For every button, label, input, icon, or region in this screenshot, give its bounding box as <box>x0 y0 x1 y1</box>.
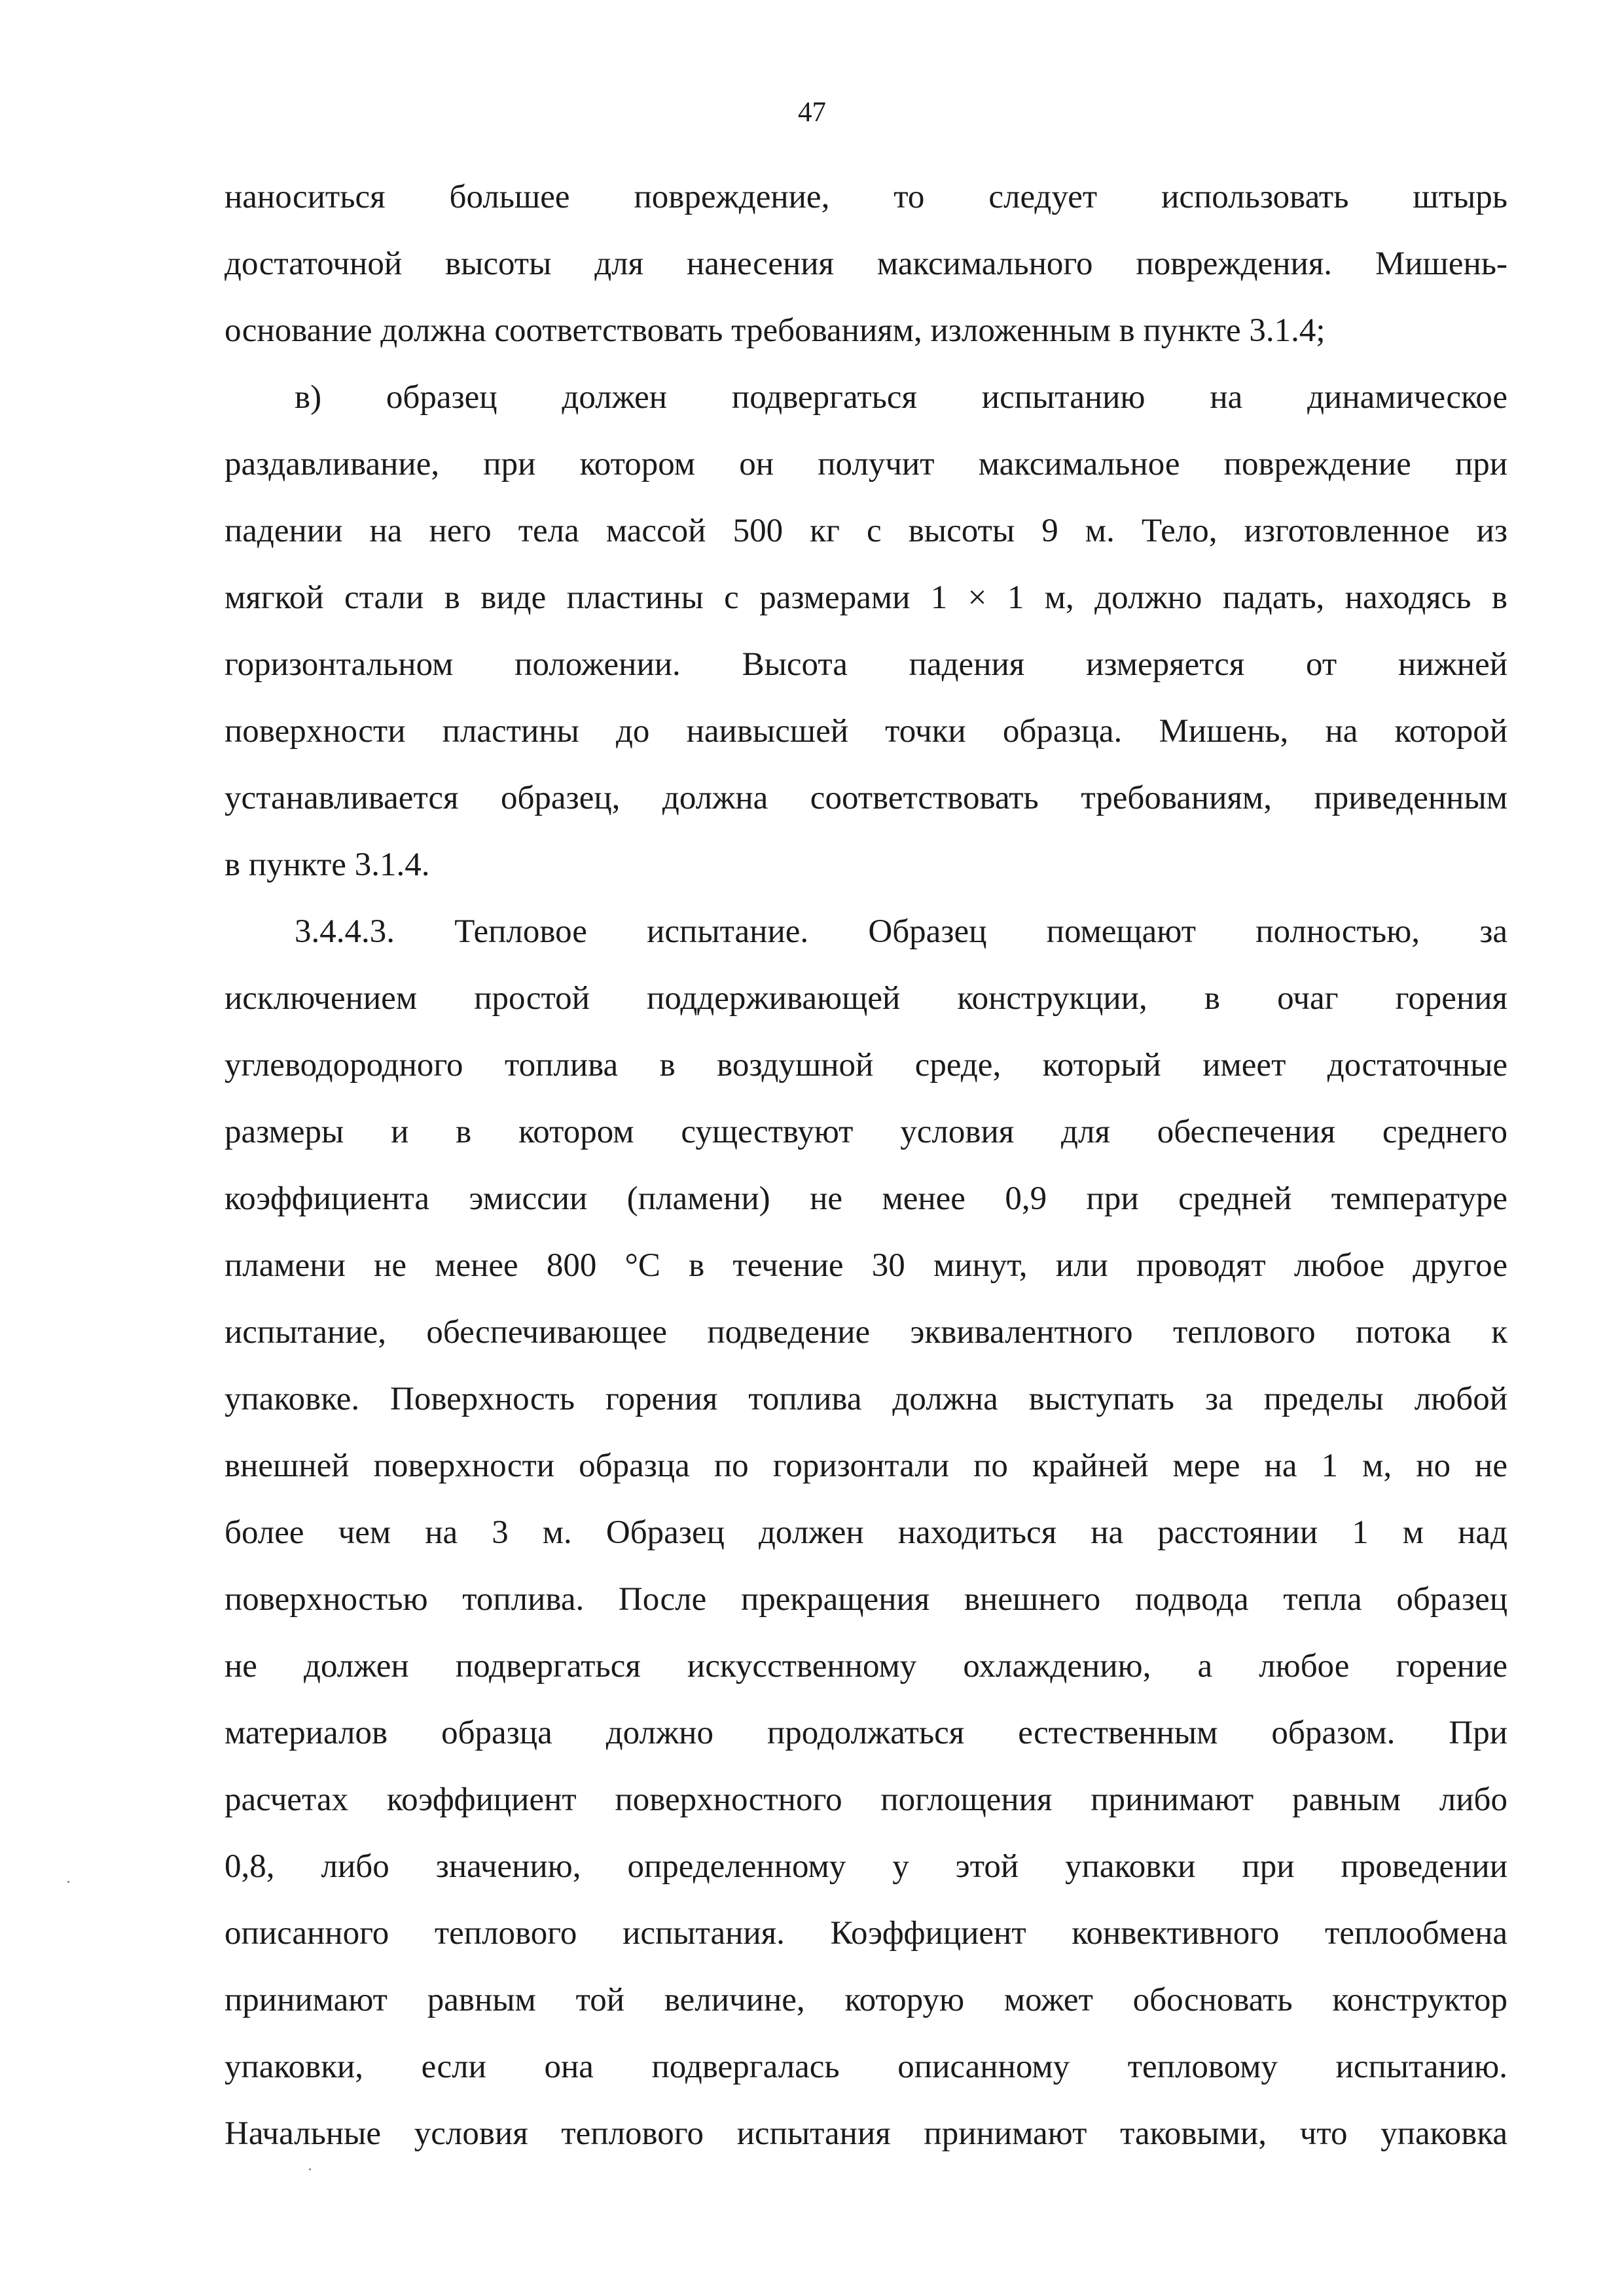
text-line: более чем на 3 м. Образец должен находиться на расстоянии 1 м над <box>225 1514 1507 1551</box>
text-line: основание должна соответствовать требованиям, изложенным в пункте 3.1.4; <box>225 312 1326 349</box>
scan-speck <box>309 2168 311 2170</box>
text-line: достаточной высоты для нанесения максимального повреждения. Мишень- <box>225 246 1507 282</box>
text-line: материалов образца должно продолжаться естественным образом. При <box>225 1715 1507 1751</box>
text-line: 0,8, либо значению, определенному у этой упаковки при проведении <box>225 1848 1507 1885</box>
text-line: 3.4.4.3. Тепловое испытание. Образец помещают полностью, за <box>295 913 1507 950</box>
text-line: углеводородного топлива в воздушной среде, который имеет достаточные <box>225 1047 1507 1084</box>
text-line: в) образец должен подвергаться испытанию на динамическое <box>295 379 1507 416</box>
text-line: испытание, обеспечивающее подведение эквивалентного теплового потока к <box>225 1314 1507 1351</box>
text-line: не должен подвергаться искусственному охлаждению, а любое горение <box>225 1648 1507 1685</box>
text-line: Начальные условия теплового испытания принимают таковыми, что упаковка <box>225 2115 1507 2152</box>
text-line: внешней поверхности образца по горизонтали по крайней мере на 1 м, но не <box>225 1448 1507 1484</box>
text-line: устанавливается образец, должна соответствовать требованиям, приведенным <box>225 780 1507 816</box>
text-line: падении на него тела массой 500 кг с высоты 9 м. Тело, изготовленное из <box>225 513 1507 549</box>
text-line: раздавливание, при котором он получит максимальное повреждение при <box>225 446 1507 483</box>
text-line: в пункте 3.1.4. <box>225 847 430 883</box>
text-line: наноситься большее повреждение, то следует использовать штырь <box>225 179 1507 215</box>
text-line: поверхностью топлива. После прекращения внешнего подвода тепла образец <box>225 1581 1507 1618</box>
text-line: упаковке. Поверхность горения топлива должна выступать за пределы любой <box>225 1381 1507 1417</box>
text-line: коэффициента эмиссии (пламени) не менее 0,9 при средней температуре <box>225 1180 1507 1217</box>
text-line: поверхности пластины до наивысшей точки образца. Мишень, на которой <box>225 713 1507 750</box>
document-body <box>225 164 1507 2167</box>
text-line: размеры и в котором существуют условия для обеспечения среднего <box>225 1114 1507 1150</box>
text-line: мягкой стали в виде пластины с размерами 1 × 1 м, должно падать, находясь в <box>225 579 1507 616</box>
text-line: описанного теплового испытания. Коэффициент конвективного теплообмена <box>225 1915 1507 1952</box>
text-line: исключением простой поддерживающей конструкции, в очаг горения <box>225 980 1507 1017</box>
text-line: горизонтальном положении. Высота падения измеряется от нижней <box>225 646 1507 683</box>
text-line: упаковки, если она подвергалась описанному тепловому испытанию. <box>225 2049 1507 2085</box>
scan-speck <box>67 1881 69 1883</box>
text-line: принимают равным той величине, которую может обосновать конструктор <box>225 1982 1507 2018</box>
text-line: расчетах коэффициент поверхностного поглощения принимают равным либо <box>225 1781 1507 1818</box>
page-number: 47 <box>798 97 826 128</box>
text-line: пламени не менее 800 °С в течение 30 минут, или проводят любое другое <box>225 1247 1507 1284</box>
